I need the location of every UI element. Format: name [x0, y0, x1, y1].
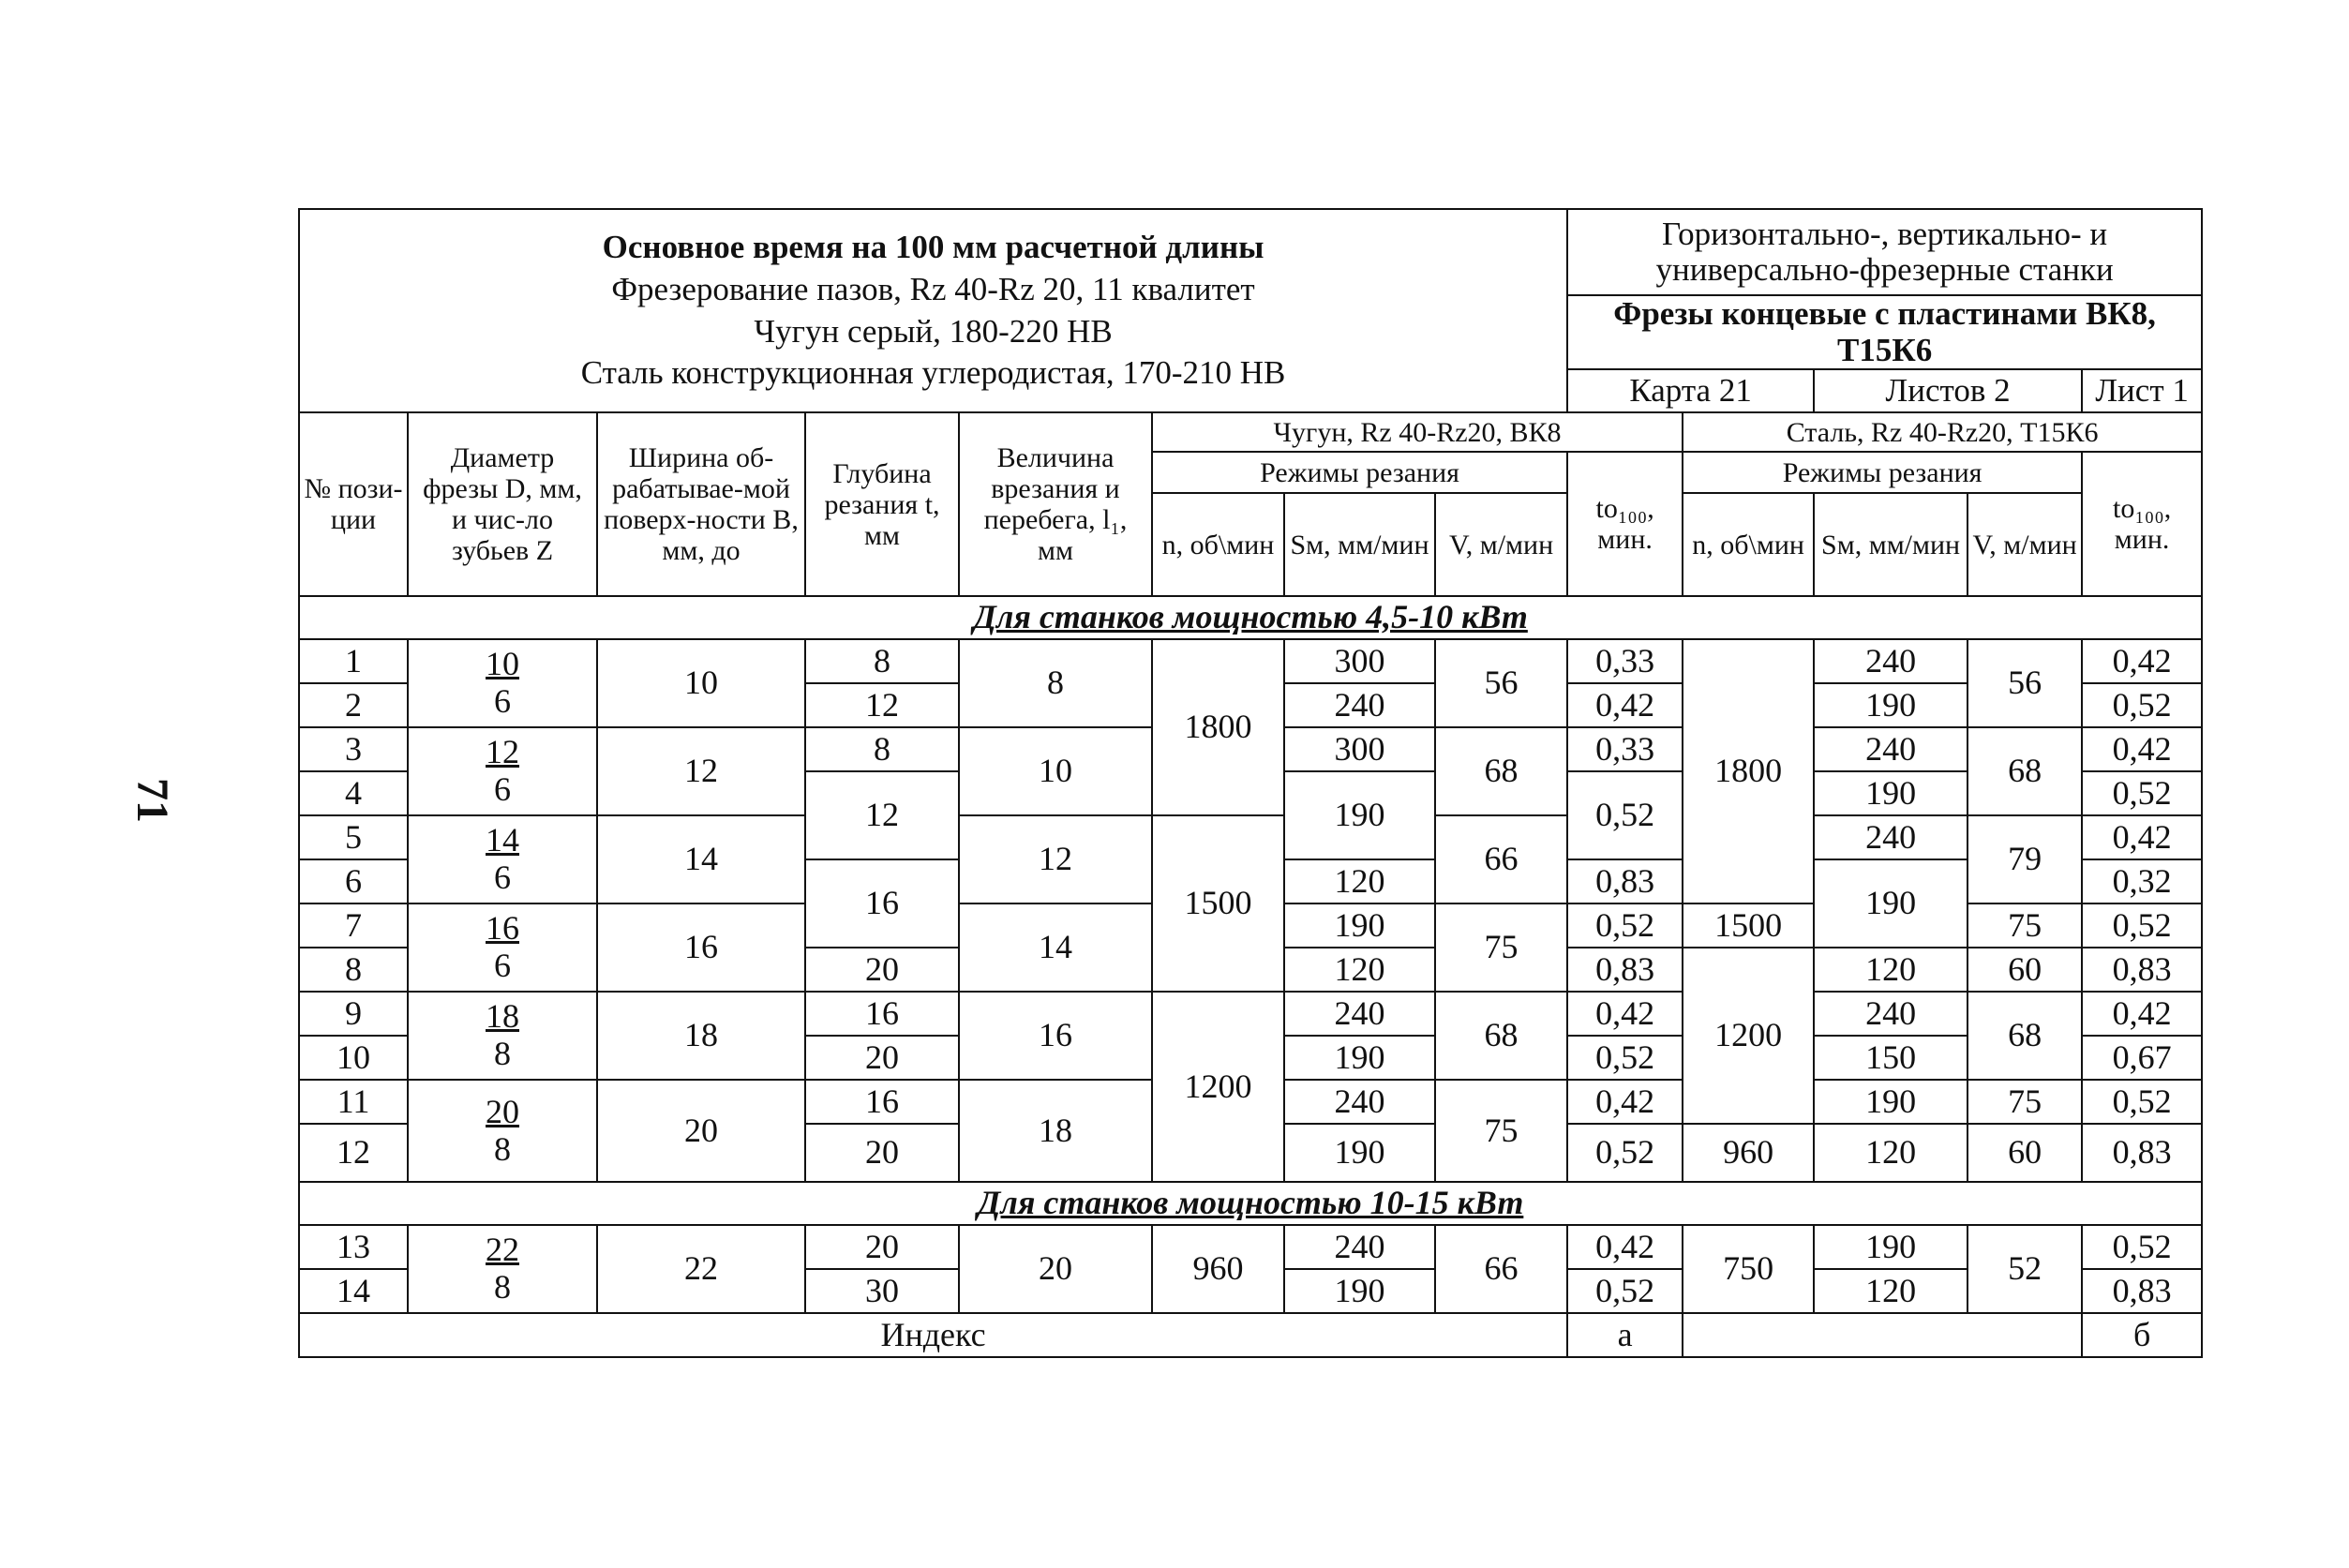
- teeth-value: 6: [494, 947, 511, 984]
- depth-cell: 12: [805, 683, 959, 727]
- pos-cell: 8: [299, 948, 408, 992]
- header-material-iron: Чугун серый, 180-220 HB: [754, 312, 1113, 350]
- diameter-value: 14: [486, 821, 519, 859]
- diameter-value: 18: [486, 997, 519, 1036]
- iron-n-cell: 1200: [1152, 992, 1284, 1182]
- header-operation: Фрезерование пазов, Rz 40-Rz 20, 11 квалитет: [611, 270, 1255, 307]
- iron-index: а: [1567, 1313, 1683, 1357]
- table-row: [299, 639, 2202, 683]
- diameter-cell: [408, 639, 597, 727]
- pos-cell: 6: [299, 859, 408, 903]
- iron-s-cell: 190: [1284, 1036, 1435, 1080]
- header-machines: Горизонтально-, вертикально- и универсально-фрезерные станки: [1567, 209, 2202, 295]
- col-header-steel-modes: Режимы резания: [1683, 452, 2082, 493]
- steel-to-cell: 0,52: [2082, 903, 2202, 948]
- iron-v-cell: 66: [1435, 1225, 1567, 1313]
- steel-n-cell: 960: [1683, 1124, 1814, 1182]
- col-header-iron-to: to₁₀₀, мин.: [1567, 452, 1683, 596]
- plunge-cell: 10: [959, 727, 1152, 815]
- steel-to-cell: 0,83: [2082, 948, 2202, 992]
- pos-cell: 9: [299, 992, 408, 1036]
- iron-s-cell: 300: [1284, 727, 1435, 771]
- steel-to-cell: 0,42: [2082, 992, 2202, 1036]
- steel-n-cell: 750: [1683, 1225, 1814, 1313]
- iron-s-cell: 120: [1284, 948, 1435, 992]
- steel-to-cell: 0,42: [2082, 815, 2202, 859]
- section-heading: Для станков мощностью 4,5-10 кВт: [299, 596, 2202, 639]
- iron-s-cell: 240: [1284, 1225, 1435, 1269]
- diameter-cell: [408, 815, 597, 903]
- table-row: [299, 992, 2202, 1036]
- steel-s-cell: 150: [1814, 1036, 1967, 1080]
- pos-cell: 7: [299, 903, 408, 948]
- steel-n-cell: 1800: [1683, 639, 1814, 903]
- teeth-value: 8: [494, 1035, 511, 1072]
- steel-to-cell: 0,52: [2082, 1080, 2202, 1124]
- width-cell: 12: [597, 727, 805, 815]
- pos-cell: 12: [299, 1124, 408, 1182]
- col-header-iron-group: Чугун, Rz 40-Rz20, ВК8: [1152, 412, 1683, 452]
- pos-cell: 14: [299, 1269, 408, 1313]
- steel-s-cell: 190: [1814, 683, 1967, 727]
- steel-v-cell: 75: [1967, 1080, 2082, 1124]
- diameter-value: 16: [486, 909, 519, 948]
- iron-to-cell: 0,52: [1567, 903, 1683, 948]
- plunge-cell: 8: [959, 639, 1152, 727]
- steel-to-cell: 0,52: [2082, 1225, 2202, 1269]
- pos-cell: 13: [299, 1225, 408, 1269]
- steel-to-cell: 0,32: [2082, 859, 2202, 903]
- iron-v-cell: 56: [1435, 639, 1567, 727]
- teeth-value: 6: [494, 770, 511, 808]
- iron-n-cell: 1800: [1152, 639, 1284, 815]
- pos-cell: 1: [299, 639, 408, 683]
- teeth-value: 8: [494, 1129, 511, 1168]
- col-header-width: Ширина об-рабатывае-мой поверх-ности B, мм, до: [597, 412, 805, 596]
- iron-s-cell: 190: [1284, 1124, 1435, 1182]
- diameter-value: 12: [486, 733, 519, 771]
- header-sheet: Лист 1: [2082, 369, 2202, 412]
- index-label: Индекс: [299, 1313, 1567, 1357]
- iron-s-cell: 120: [1284, 859, 1435, 903]
- teeth-value: 6: [494, 682, 511, 720]
- col-header-steel-v: V, м/мин: [1967, 493, 2082, 596]
- table-row: [299, 815, 2202, 859]
- width-cell: 18: [597, 992, 805, 1080]
- iron-s-cell: 190: [1284, 1269, 1435, 1313]
- iron-to-cell: 0,83: [1567, 859, 1683, 903]
- steel-v-cell: 60: [1967, 1124, 2082, 1182]
- header-card: Карта 21: [1567, 369, 1814, 412]
- steel-s-cell: 120: [1814, 948, 1967, 992]
- steel-s-cell: 240: [1814, 992, 1967, 1036]
- steel-s-cell: 240: [1814, 815, 1967, 859]
- steel-s-cell: 190: [1814, 859, 1967, 948]
- teeth-value: 6: [494, 859, 511, 896]
- steel-s-cell: 240: [1814, 727, 1967, 771]
- iron-n-cell: 1500: [1152, 815, 1284, 992]
- iron-to-cell: 0,52: [1567, 771, 1683, 859]
- plunge-cell: 20: [959, 1225, 1152, 1313]
- header-sheets: Листов 2: [1814, 369, 2082, 412]
- iron-to-cell: 0,33: [1567, 639, 1683, 683]
- index-blank: [1683, 1313, 2082, 1357]
- teeth-value: 8: [494, 1268, 511, 1306]
- steel-v-cell: 79: [1967, 815, 2082, 903]
- steel-to-cell: 0,83: [2082, 1124, 2202, 1182]
- header-title-block: [299, 209, 1567, 412]
- iron-to-cell: 0,42: [1567, 992, 1683, 1036]
- col-header-steel-s: Sм, мм/мин: [1814, 493, 1967, 596]
- col-header-iron-modes: Режимы резания: [1152, 452, 1567, 493]
- iron-s-cell: 190: [1284, 771, 1435, 859]
- steel-s-cell: 190: [1814, 1225, 1967, 1269]
- iron-s-cell: 300: [1284, 639, 1435, 683]
- col-header-diameter: Диаметр фрезы D, мм, и чис-ло зубьев Z: [408, 412, 597, 596]
- pos-cell: 10: [299, 1036, 408, 1080]
- diameter-cell: [408, 903, 597, 992]
- depth-cell: 16: [805, 992, 959, 1036]
- steel-to-cell: 0,83: [2082, 1269, 2202, 1313]
- diameter-value: 10: [486, 645, 519, 683]
- steel-to-cell: 0,67: [2082, 1036, 2202, 1080]
- depth-cell: 20: [805, 1124, 959, 1182]
- iron-v-cell: 66: [1435, 815, 1567, 903]
- col-header-steel-n: n, об\мин: [1683, 493, 1814, 596]
- iron-v-cell: 75: [1435, 903, 1567, 992]
- width-cell: 16: [597, 903, 805, 992]
- pos-cell: 5: [299, 815, 408, 859]
- steel-s-cell: 190: [1814, 771, 1967, 815]
- iron-s-cell: 240: [1284, 1080, 1435, 1124]
- diameter-value: 20: [486, 1092, 519, 1130]
- depth-cell: 8: [805, 727, 959, 771]
- iron-v-cell: 68: [1435, 992, 1567, 1080]
- iron-to-cell: 0,42: [1567, 1080, 1683, 1124]
- diameter-cell: [408, 727, 597, 815]
- steel-s-cell: 240: [1814, 639, 1967, 683]
- steel-v-cell: 56: [1967, 639, 2082, 727]
- pos-cell: 11: [299, 1080, 408, 1124]
- col-header-plunge: Величина врезания и перебега, l₁, мм: [959, 412, 1152, 596]
- steel-to-cell: 0,42: [2082, 639, 2202, 683]
- col-header-depth: Глубина резания t, мм: [805, 412, 959, 596]
- depth-cell: 30: [805, 1269, 959, 1313]
- diameter-cell: [408, 992, 597, 1080]
- width-cell: 10: [597, 639, 805, 727]
- steel-to-cell: 0,42: [2082, 727, 2202, 771]
- diameter-cell: [408, 1080, 597, 1182]
- width-cell: 20: [597, 1080, 805, 1182]
- pos-cell: 3: [299, 727, 408, 771]
- col-header-steel-to: to₁₀₀, мин.: [2082, 452, 2202, 596]
- table-row: [299, 1225, 2202, 1269]
- iron-s-cell: 190: [1284, 903, 1435, 948]
- col-header-iron-v: V, м/мин: [1435, 493, 1567, 596]
- steel-s-cell: 120: [1814, 1269, 1967, 1313]
- steel-v-cell: 60: [1967, 948, 2082, 992]
- header-material-steel: Сталь конструкционная углеродистая, 170-210 HB: [580, 354, 1286, 392]
- header-title: Основное время на 100 мм расчетной длины: [602, 228, 1264, 265]
- diameter-value: 22: [486, 1231, 519, 1269]
- plunge-cell: 18: [959, 1080, 1152, 1182]
- iron-to-cell: 0,42: [1567, 683, 1683, 727]
- depth-cell: 8: [805, 639, 959, 683]
- width-cell: 14: [597, 815, 805, 903]
- depth-cell: 20: [805, 1225, 959, 1269]
- iron-to-cell: 0,52: [1567, 1269, 1683, 1313]
- steel-v-cell: 75: [1967, 903, 2082, 948]
- pos-cell: 4: [299, 771, 408, 815]
- iron-to-cell: 0,33: [1567, 727, 1683, 771]
- steel-n-cell: 1500: [1683, 903, 1814, 948]
- page-number: 71: [127, 778, 177, 823]
- steel-to-cell: 0,52: [2082, 683, 2202, 727]
- plunge-cell: 12: [959, 815, 1152, 903]
- iron-s-cell: 240: [1284, 992, 1435, 1036]
- norms-table: [298, 208, 2203, 1358]
- iron-to-cell: 0,52: [1567, 1036, 1683, 1080]
- steel-index: б: [2082, 1313, 2202, 1357]
- depth-cell: 20: [805, 1036, 959, 1080]
- steel-n-cell: 1200: [1683, 948, 1814, 1124]
- depth-cell: 20: [805, 948, 959, 992]
- col-header-pos: № пози-ции: [299, 412, 408, 596]
- steel-s-cell: 190: [1814, 1080, 1967, 1124]
- diameter-cell: [408, 1225, 597, 1313]
- header-cutters: Фрезы концевые с пластинами ВК8, Т15К6: [1567, 295, 2202, 369]
- iron-n-cell: 960: [1152, 1225, 1284, 1313]
- iron-to-cell: 0,52: [1567, 1124, 1683, 1182]
- pos-cell: 2: [299, 683, 408, 727]
- depth-cell: 12: [805, 771, 959, 859]
- width-cell: 22: [597, 1225, 805, 1313]
- section-heading: Для станков мощностью 10-15 кВт: [299, 1182, 2202, 1225]
- steel-to-cell: 0,52: [2082, 771, 2202, 815]
- iron-v-cell: 75: [1435, 1080, 1567, 1182]
- steel-s-cell: 120: [1814, 1124, 1967, 1182]
- iron-s-cell: 240: [1284, 683, 1435, 727]
- depth-cell: 16: [805, 859, 959, 948]
- iron-to-cell: 0,42: [1567, 1225, 1683, 1269]
- col-header-steel-group: Сталь, Rz 40-Rz20, Т15К6: [1683, 412, 2202, 452]
- col-header-iron-s: Sм, мм/мин: [1284, 493, 1435, 596]
- index-row: [299, 1313, 2202, 1357]
- plunge-cell: 16: [959, 992, 1152, 1080]
- steel-v-cell: 68: [1967, 992, 2082, 1080]
- col-header-iron-n: n, об\мин: [1152, 493, 1284, 596]
- plunge-cell: 14: [959, 903, 1152, 992]
- iron-to-cell: 0,83: [1567, 948, 1683, 992]
- steel-v-cell: 52: [1967, 1225, 2082, 1313]
- iron-v-cell: 68: [1435, 727, 1567, 815]
- steel-v-cell: 68: [1967, 727, 2082, 815]
- depth-cell: 16: [805, 1080, 959, 1124]
